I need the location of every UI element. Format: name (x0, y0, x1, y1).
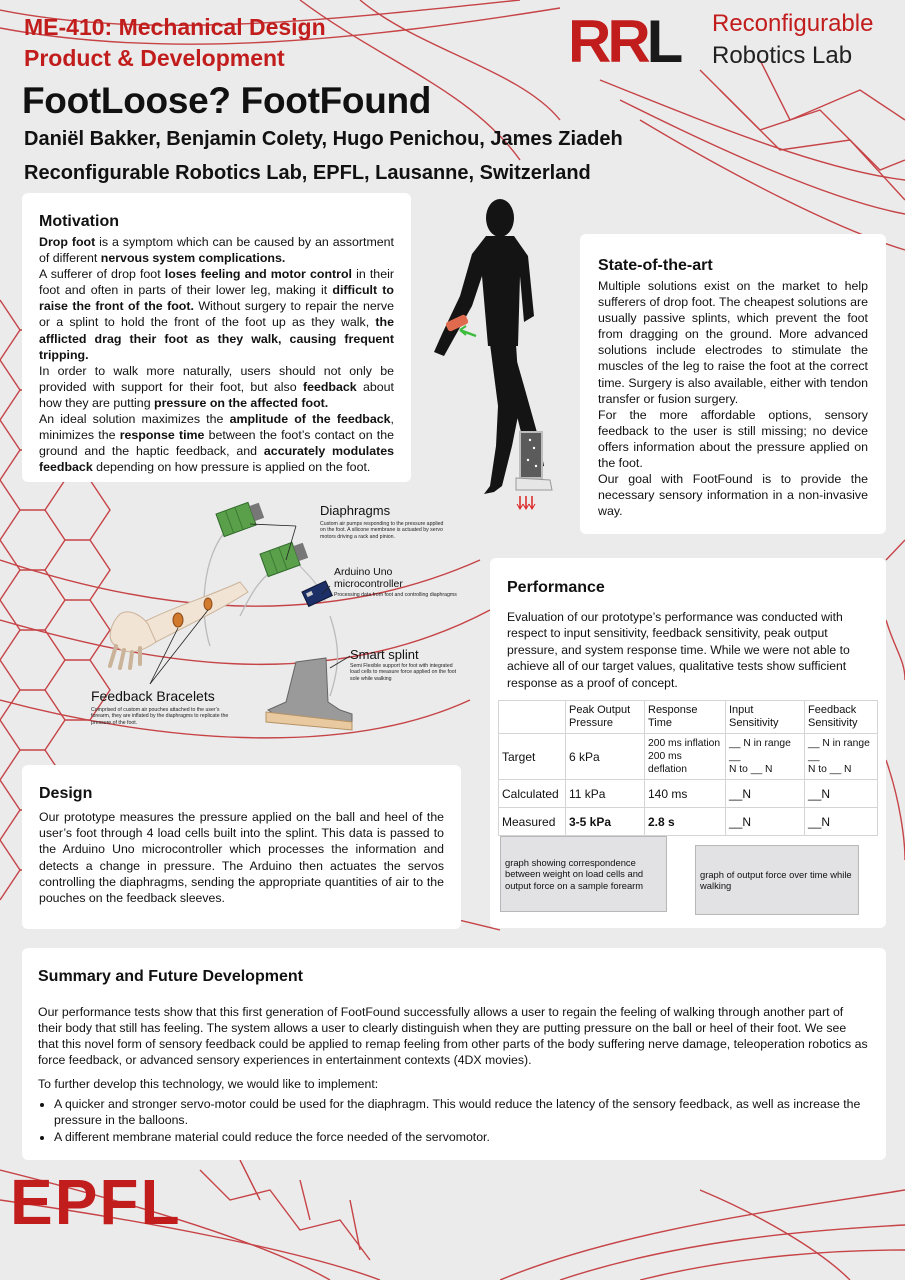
label-arduino (334, 566, 403, 590)
authors: Daniël Bakker, Benjamin Colety, Hugo Penichou, James Ziadeh (24, 128, 623, 150)
performance-heading: Performance (507, 579, 605, 596)
epfl-logo-text: EPFL (10, 1168, 182, 1232)
summary-paragraph-2: To further develop this technology, we would like to implement: (38, 1077, 379, 1091)
list-item: • A different membrane material could reduce the force needed of the servomotor. (54, 1129, 870, 1145)
summary-panel (22, 948, 886, 1160)
sota-paragraph-2: For the more affordable options, sensory feedback to the user is still missing; no device offers information about the pressure applied on the foot. (598, 407, 868, 471)
course-title (24, 12, 326, 74)
table-cell: 11 kPa (566, 780, 645, 808)
table-row (499, 780, 878, 808)
sota-paragraph-1: Multiple solutions exist on the market to help sufferers of drop foot. The cheapest solutions are usually passive splints, which prevent the foot from dragging on the ground. More advanced solutions include electrodes to stimulate the muscles of the leg to raise the foot at the correct time. Surgery is also available, either with tendon transfer or fusion surgery. (598, 279, 868, 406)
table-cell: 200 ms inflation 200 ms deflation (645, 734, 726, 780)
course-line-2: Product & Development (24, 45, 285, 71)
graph-placeholder-force-over-time: graph of output force over time while walking (695, 845, 859, 915)
table-cell: 140 ms (645, 780, 726, 808)
sota-heading: State-of-the-art (598, 257, 713, 274)
table-cell: Calculated (499, 780, 566, 808)
motivation-paragraph-4: An ideal solution maximizes the amplitude of the feedback, minimizes the response time between the foot’s contact on the ground and the haptic feedback, and accurately modulates feedback depending on how pressure is applied on the foot. (39, 412, 395, 475)
desc-feedback-bracelets: Comprised of custom air pouches attached to the user’s forearm, they are inflated by the diaphragms to replicate the pressure of the foot. (91, 707, 229, 726)
label-arduino-line-2: microcontroller (334, 578, 403, 590)
design-body: Our prototype measures the pressure applied on the ball and heel of the user’s foot through 4 load cells built into the splint. This data is passed to the Arduino Uno microcontroller which processes the information and detects a change in pressure. The Arduino then actuates the servos controlling the diaphragms, sending the appropriate quantities of air to the pouches on the feedback sleeves. (39, 810, 444, 906)
table-header-row (499, 701, 878, 734)
sota-paragraph-3: Our goal with FootFound is to provide the necessary sensory information in a non-invasive way. (598, 472, 868, 519)
person-with-splint-illustration (416, 196, 582, 516)
course-line-1: ME-410: Mechanical Design (24, 14, 326, 40)
table-cell: Measured (499, 808, 566, 836)
table-cell: 6 kPa (566, 734, 645, 780)
performance-panel (490, 558, 886, 928)
state-of-the-art-panel (580, 234, 886, 534)
table-header-cell: Input Sensitivity (726, 701, 805, 734)
motivation-panel (22, 193, 411, 482)
table-cell: __N (805, 780, 878, 808)
performance-table (498, 700, 878, 836)
table-header-cell (499, 701, 566, 734)
design-panel (22, 765, 461, 929)
affiliation: Reconfigurable Robotics Lab, EPFL, Lausanne, Switzerland (24, 162, 591, 184)
graph-placeholder-load-vs-force: graph showing correspondence between weight on load cells and output force on a sample forearm (500, 836, 667, 912)
table-cell: __N (726, 780, 805, 808)
table-cell: __N (805, 808, 878, 836)
desc-diaphragms: Custom air pumps responding to the pressure applied on the foot. A silicone membrane is actuated by servo motors driving a rack and pinion. (320, 521, 444, 540)
table-row (499, 734, 878, 780)
list-item: • A quicker and stronger servo-motor could be used for the diaphragm. This would reduce the latency of the sensory feedback, as well as increase the pressure in the balloons. (54, 1096, 870, 1128)
table-header-cell: Feedback Sensitivity (805, 701, 878, 734)
table-cell: Target (499, 734, 566, 780)
poster-title: FootLoose? FootFound (22, 80, 432, 121)
future-work-list (38, 1096, 870, 1145)
table-cell: 3-5 kPa (566, 808, 645, 836)
label-feedback-bracelets: Feedback Bracelets (91, 688, 215, 704)
table-cell: __ N in range __ N to __ N (805, 734, 878, 780)
motivation-paragraph-2: A sufferer of drop foot loses feeling and motor control in their foot and often in parts of their lower leg, making it difficult to raise the front of the foot. Without surgery to repair the nerve or a splint to hold the front of the foot up as they walk, the afflicted drag their foot as they walk, causing frequent tripping. (39, 267, 394, 362)
motivation-paragraph-1: Drop foot is a symptom which can be caused by an assortment of different nervous system complications. (39, 235, 394, 266)
summary-heading: Summary and Future Development (38, 968, 303, 985)
table-cell: __N (726, 808, 805, 836)
table-header-cell: Peak Output Pressure (566, 701, 645, 734)
motivation-paragraph-3: In order to walk more naturally, users should not only be provided with support for their foot, but also feedback about how they are putting pressure on the affected foot. (39, 363, 394, 410)
rrl-logo (568, 10, 708, 70)
label-arduino-line-1: Arduino Uno (334, 566, 393, 578)
table-header-cell: Response Time (645, 701, 726, 734)
table-cell: 2.8 s (645, 808, 726, 836)
performance-intro: Evaluation of our prototype’s performance was conducted with respect to input sensitivity, feedback sensitivity, peak output pressure, and system response time. While we were not able to achieve all of our target values, qualitative tests show sufficient response as a proof of concept. (507, 610, 850, 690)
design-heading: Design (39, 785, 93, 802)
summary-paragraph-1: Our performance tests show that this first generation of FootFound successfully allows a user to regain the feeling of walking through another part of their body that still has feeling. The system allows a user to clearly distinguish when they are putting pressure on the ball or heel of their foot. We see that this novel form of sensory feedback could be applied to remap feeling from other parts of the body suffering nerve damage, teleoperation robotics as force feedback, or advanced sensory experiences in entertainment contexts (4DX movies). (38, 1005, 868, 1067)
label-smart-splint: Smart splint (350, 647, 419, 662)
epfl-logo (10, 1168, 196, 1232)
desc-arduino: Processing data from foot and controlling diaphragms (334, 592, 457, 598)
lab-name-line-2: Robotics Lab (712, 42, 853, 69)
desc-smart-splint: Semi Flexible support for foot with integrated load cells to measure force applied on the foot sole while walking (350, 663, 457, 682)
motivation-heading: Motivation (39, 213, 119, 230)
label-diaphragms: Diaphragms (320, 503, 391, 518)
rrl-logo-text: RRL (568, 10, 680, 70)
table-cell: __ N in range __ N to __ N (726, 734, 805, 780)
lab-name-line-1: Reconfigurable (712, 10, 874, 37)
table-row (499, 808, 878, 836)
